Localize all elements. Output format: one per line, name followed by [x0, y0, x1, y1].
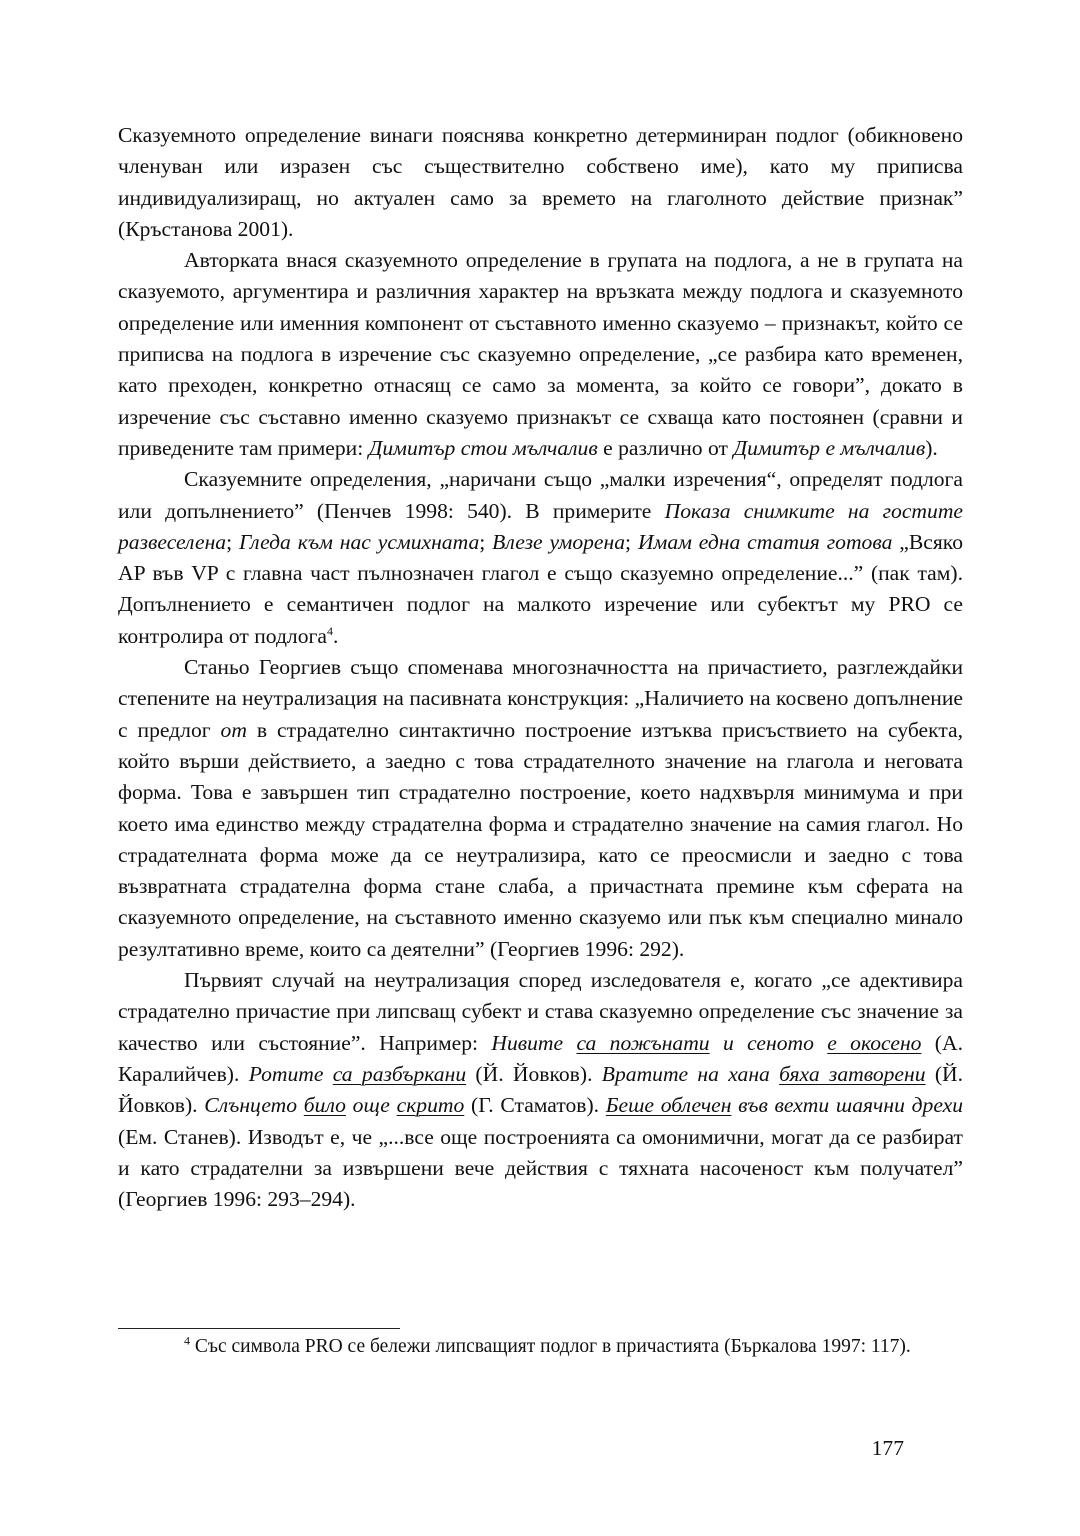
paragraph-3 [118, 464, 963, 652]
text-segment: било [303, 1093, 346, 1118]
text-segment: Беше облечен [605, 1093, 732, 1118]
main-text [118, 120, 963, 1215]
text-segment: Авторката внася сказуемното определение в групата на подлога, а не в групата на сказуемото, аргументира и различния характер на връзката между подлога и сказуемното определение или именния компонент от съставното именно сказуемо – признакът, който се приписва на подлога в изречение със сказуемно определение, „се разбира като временен, като преходен, конкретно отнасящ се само за момента, за който се говори”, докато в изречение със съставно именно сказуемо признакът се схваща като постоянен (сравни и приведените там примери: [118, 248, 963, 460]
text-segment: Димитър стои мълчалив [368, 435, 598, 460]
footnote-reference: 4 [326, 623, 333, 638]
text-segment: ). [925, 435, 938, 460]
text-segment: (Г. Стаматов). [464, 1093, 606, 1118]
footnote-separator [118, 1328, 400, 1329]
text-segment: (А. Каралийчев). [118, 1030, 963, 1086]
text-segment: Сказуемното определение винаги пояснява конкретно детерминиран подлог (обикновено членуван или изразен със съществително собствено име), като му приписва индивидуализиращ, но актуален само за времето на глаголното действие признак” (Кръстанова 2001). [118, 123, 963, 241]
text-segment [563, 1031, 576, 1055]
text-segment: ; [226, 529, 239, 554]
text-segment: Димитър е мълчалив [733, 435, 926, 460]
paragraph-4 [118, 652, 963, 965]
text-segment: Станьо Георгиев също споменава многозначността на причастието, разглеждайки степените на неутрализация на пасивната конструкция: „Наличието на косвено допълнение с предлог [118, 655, 963, 742]
paragraph-2 [118, 245, 963, 464]
text-segment: Първият случай на неутрализация според изследователя е, когато „се адективира страдателно причастие при липсващ субект и става сказуемно определение със значение за качество или състояние”. Например: [118, 968, 963, 1055]
text-segment: Вратите на хана [601, 1061, 780, 1086]
text-segment: Показа снимките на гостите развеселена [118, 498, 963, 554]
page-number: 177 [871, 1436, 904, 1460]
text-segment: бяха затворени [779, 1061, 926, 1086]
paragraph-5 [118, 965, 963, 1215]
text-segment: (Й. Йовков). [118, 1061, 963, 1118]
text-segment: (Й. Йовков). [466, 1061, 602, 1086]
text-segment: от [220, 717, 247, 742]
text-segment: ; [625, 529, 638, 554]
footnote-marker: 4 [184, 1333, 190, 1348]
text-segment: Слънцето [204, 1093, 304, 1118]
text-segment: е различно от [597, 435, 734, 460]
footnote [118, 1332, 963, 1362]
text-segment: ; [479, 529, 493, 554]
paragraph-1 [118, 120, 963, 245]
text-segment: още [345, 1093, 397, 1118]
text-segment: Имам една статия готова [637, 529, 893, 554]
text-segment: Ротите [248, 1061, 333, 1086]
text-segment: са пожънати [576, 1030, 710, 1055]
text-segment: Влезе уморена [492, 529, 626, 554]
text-segment: Гледа към нас усмихната [239, 529, 480, 554]
footnote-text: Със символа PRO се бележи липсващият подлог в причастията (Бъркалова 1997: 117). [190, 1336, 911, 1357]
text-segment: Сказуемните определения, „наричани също „малки изречения“, определят подлога или допълнението” (Пенчев 1998: 540). В примерите [118, 467, 963, 523]
text-segment: Нивите [491, 1030, 564, 1055]
footnote-paragraph [118, 1332, 963, 1362]
text-segment: са разбъркани [332, 1061, 467, 1086]
text-segment: „Всяко AP във VP с главна част пълнозначен глагол е също сказуемно определение...” (пак там). Допълнението е семантичен подлог на малкото изречение или субектът му PRO се контролира от подлога [118, 529, 963, 648]
text-segment: във вехти шаячни дрехи [731, 1093, 963, 1118]
text-segment: скрито [396, 1093, 465, 1118]
text-segment: е окосено [827, 1030, 922, 1055]
text-segment: и сеното [709, 1030, 828, 1055]
text-segment: (Ем. Станев). Изводът е, че „...все още построенията са омонимични, могат да се разбират и като страдателни за извършени вече действия с тяхната насоченост към получател” (Георгиев 1996: 293–294). [118, 1124, 963, 1212]
text-segment: в страдателно синтактично построение изтъква присъствието на субекта, който върши действието, а заедно с това страдателното значение на глагола и неговата форма. Това е завършен тип страдателно построение, което надхвърля минимума и при което има единство между страдателна форма и страдателно значение на самия глагол. Но страдателната форма може да се неутрализира, като се преосмисли и заедно с това възвратната страдателна форма стане слаба, а причастната премине към сферата на сказуемното определение, на съставното именно сказуемо или пък към специално минало резултативно време, които са деятелни” (Георгиев 1996: 292). [118, 717, 964, 961]
text-segment: . [332, 623, 339, 648]
